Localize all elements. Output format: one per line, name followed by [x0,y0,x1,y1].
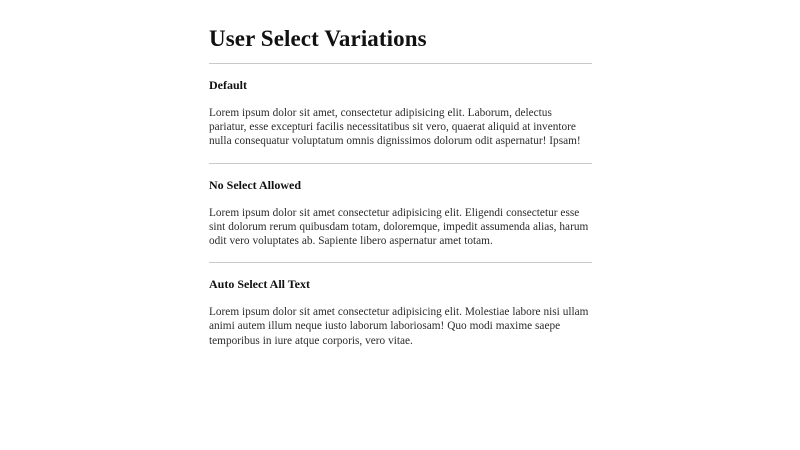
section-body-no-select[interactable]: Lorem ipsum dolor sit amet consectetur adipisicing elit. Eligendi consectetur esse sint dolorum rerum quibusdam totam, doloremque, impedit assumenda alias, harum odit vero voluptates ab. Sapiente libero aspernatur amet totam. [209,206,589,248]
section-heading-auto-select-all: Auto Select All Text [209,277,310,292]
section-heading-default: Default [209,78,247,92]
content-column [209,0,592,348]
section-default [209,64,592,164]
section-body-auto-select-all[interactable]: Lorem ipsum dolor sit amet consectetur adipisicing elit. Molestiae labore nisi ullam animi autem illum neque iusto laborum laboriosam! Quo modi maxime saepe temporibus in iure atque corporis, vero vitae. [209,306,589,347]
section-heading-no-select: No Select Allowed [209,177,301,192]
section-no-select [209,164,592,264]
section-body-default[interactable]: Lorem ipsum dolor sit amet, consectetur adipisicing elit. Laborum, delectus pariatur, esse excepturi facilis necessitatibus sit vero, quaerat aliquid at inventore nulla consequatur voluptatum omnis dignissimos dolorum odit aspernatur! Ipsam! [209,107,581,148]
section-auto-select-all [209,263,592,348]
page-title: User Select Variations [209,26,427,51]
